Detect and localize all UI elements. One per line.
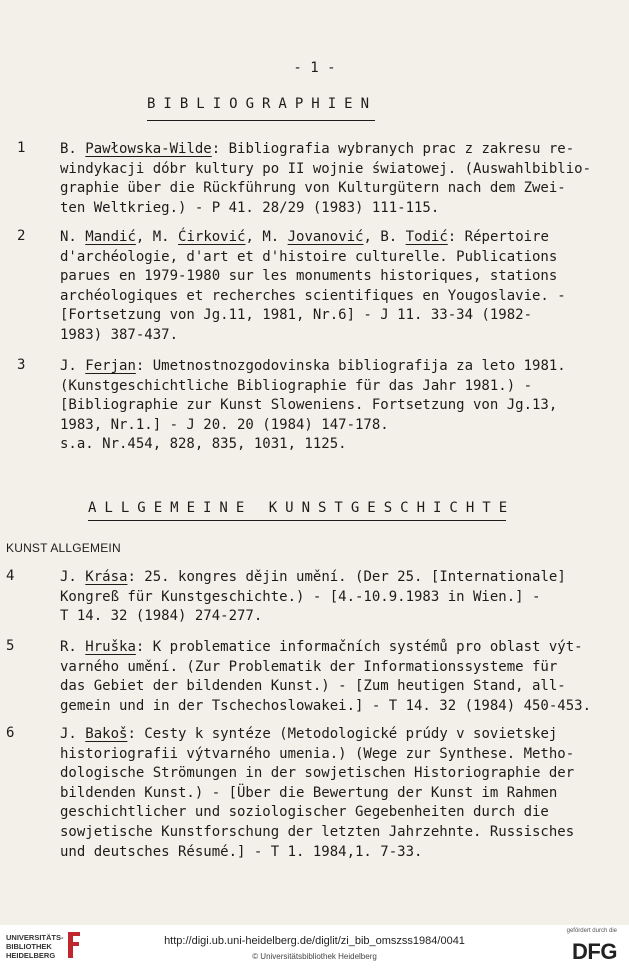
bibliography-entry: R. Hruška: K problematice informačních systémů pro oblast výt- varného umění. (Zur Problematik der Informationssysteme für das Gebiet der bildenden Kunst.) - [Zum heutigen Stand, all- gemein und in der Tschechoslowakei.] - T 14. 32 (1984) 450-453. <box>60 639 592 714</box>
footer-url-link[interactable]: http://digi.ub.uni-heidelberg.de/diglit/zi_bib_omszss1984/0041 <box>164 935 465 947</box>
author-name: Bakoš <box>85 726 128 742</box>
author-name: Ferjan <box>85 358 136 374</box>
entry-number: 4 <box>6 568 15 584</box>
entry-number: 2 <box>17 228 26 244</box>
author-name: Mandić <box>85 229 136 245</box>
author-name: Hruška <box>85 639 136 655</box>
bibliography-entry: J. Ferjan: Umetnostnozgodovinska bibliografija za leto 1981. (Kunstgeschichtliche Bibliographie für das Jahr 1981.) - [Bibliographie zur Kunst Sloweniens. Fortsetzung von Jg.13, 1983, Nr.1.] - J 20. 20 (1984) 147-178. s.a. Nr.454, 828, 835, 1031, 1125. <box>60 358 566 453</box>
entry-number: 6 <box>6 725 15 741</box>
section-label: KUNST ALLGEMEIN <box>6 541 121 555</box>
heading-underline <box>147 120 375 121</box>
footer-copyright: © Universitätsbibliothek Heidelberg <box>252 952 377 961</box>
entry-number: 5 <box>6 638 15 654</box>
entry-number: 1 <box>17 140 26 156</box>
heading-bibliographien: BIBLIOGRAPHIEN <box>147 96 378 112</box>
author-name: Pawłowska-Wilde <box>85 141 212 157</box>
funder-note: gefördert durch die <box>566 928 617 934</box>
author-name: Todić <box>405 229 448 245</box>
author-name: Ćirković <box>178 229 246 245</box>
dfg-logo: DFG <box>572 939 617 964</box>
heading-allgemeine-kunstgeschichte: ALLGEMEINE KUNSTGESCHICHTE <box>88 500 516 516</box>
bibliography-entry: J. Bakoš: Cesty k syntéze (Metodologické prúdy v sovietskej historiografii výtvarného umenia.) (Wege zur Synthese. Metho- dologische Strömungen in der sowjetischen Historiographie der bildenden Kunst.) - [Über die Bewertung der Kunst im Rahmen geschichtlicher und soziologischer Gegebenheiten durch die sowjetische Kunstforschung der letzten Jahrzehnte. Russisches und deutsches Résumé.] - T 1. 1984,1. 7-33. <box>60 726 575 860</box>
author-name: Krása <box>85 569 128 585</box>
author-name: Jovanović <box>287 229 364 245</box>
heading-underline <box>88 520 506 521</box>
footer-bar <box>0 925 629 969</box>
bibliography-entry: J. Krása: 25. kongres dějin umění. (Der 25. [Internationale] Kongreß für Kunstgeschichte.) - [4.-10.9.1983 in Wien.] - T 14. 32 (1984) 274-277. <box>60 569 566 625</box>
ub-heidelberg-logo: UNIVERSITÄTS- BIBLIOTHEK HEIDELBERG <box>6 933 64 960</box>
entry-number: 3 <box>17 357 26 373</box>
page-number: - 1 - <box>293 60 336 76</box>
bibliography-entry: N. Mandić, M. Ćirković, M. Jovanović, B. Todić: Répertoire d'archéologie, d'art et d'histoire culturelle. Publications parues en 1979-1980 sur les monuments historiques, stations archéologiques et recherches scientifiques en Yougoslavie. - [Fortsetzung von Jg.11, 1981, Nr.6] - J 11. 33-34 (1982- 1983) 387-437. <box>60 229 566 343</box>
bibliography-entry: B. Pawłowska-Wilde: Bibliografia wybranych prac z zakresu re- windykacji dóbr kultury po II wojnie światowej. (Auswahlbiblio- graphie über die Rückführung von Kulturgütern nach dem Zwei- ten Weltkrieg.) - P 41. 28/29 (1983) 111-115. <box>60 141 592 216</box>
